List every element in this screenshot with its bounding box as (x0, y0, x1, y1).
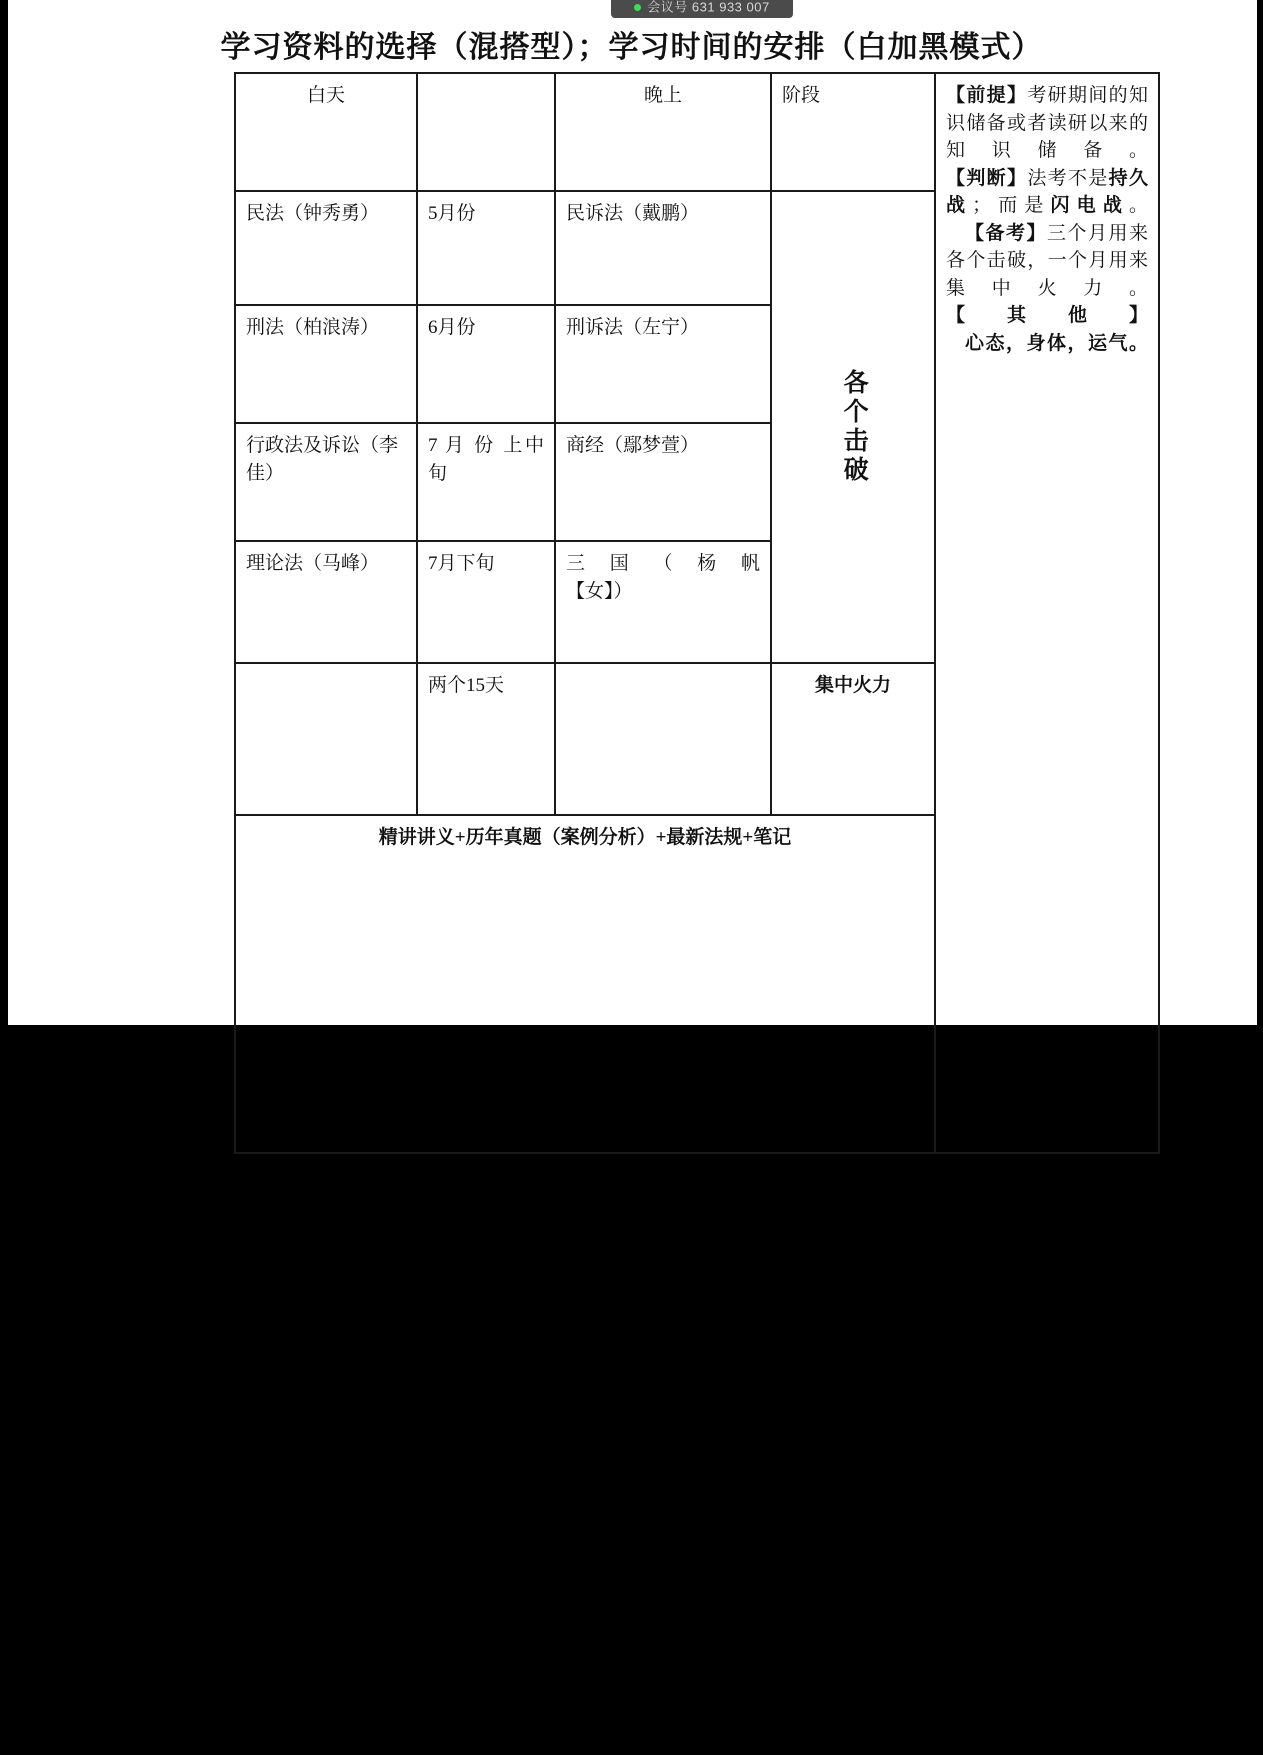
row-1-night: 民诉法（戴鹏） (555, 191, 771, 305)
note-1-label: 【前提】 (946, 85, 1028, 106)
row-5-night (555, 663, 771, 815)
header-stage: 阶段 (771, 73, 935, 191)
row-3-night: 商经（鄢梦萱） (555, 423, 771, 541)
row-4-month: 7月下旬 (417, 541, 555, 663)
note-4-label: 【其他】 (946, 305, 1148, 327)
schedule-table-wrapper (234, 72, 1158, 1030)
meeting-id-badge[interactable] (611, 0, 793, 18)
row-2-night: 刑诉法（左宁） (555, 305, 771, 423)
status-dot-icon (634, 4, 641, 11)
table-header-row (235, 73, 1159, 191)
stage-main-cell (771, 191, 935, 663)
row-1-month: 5月份 (417, 191, 555, 305)
materials-footer: 精讲讲义+历年真题（案例分析）+最新法规+笔记 (235, 815, 935, 1153)
letterbox-right (1257, 0, 1263, 1025)
note-4-text: 心态，身体，运气。 (965, 332, 1148, 354)
note-2-label: 【判断】 (946, 167, 1028, 189)
header-night: 晚上 (555, 73, 771, 191)
schedule-table (234, 72, 1160, 1154)
page-title: 学习资料的选择（混搭型）；学习时间的安排（白加黑模式） (220, 31, 1043, 64)
note-3-label: 【备考】 (965, 222, 1047, 244)
note-paragraph-3 (946, 220, 1148, 303)
row-4-night-line1: 三 国 （ 杨 帆 (566, 553, 760, 574)
stage-main-label: 各个击破 (840, 369, 868, 485)
note-paragraph-4 (946, 302, 1148, 330)
row-2-daytime: 刑法（柏浪涛） (235, 305, 417, 423)
note-2-text-a: 法考不是 (1027, 167, 1109, 189)
row-1-daytime: 民法（钟秀勇） (235, 191, 417, 305)
row-4-night (555, 541, 771, 663)
row-5-month: 两个15天 (417, 663, 555, 815)
note-paragraph-2 (946, 165, 1148, 220)
note-paragraph-1 (946, 82, 1148, 165)
note-2-bold-b: 闪电战 (1050, 195, 1129, 217)
note-paragraph-5 (946, 330, 1148, 358)
notes-panel (935, 73, 1159, 1153)
row-3-daytime: 行政法及诉讼（李佳） (235, 423, 417, 541)
row-3-month: 7 月 份 上中旬 (417, 423, 555, 541)
meeting-id-label: 会议号 631 933 007 (647, 0, 770, 15)
row-2-month: 6月份 (417, 305, 555, 423)
header-daytime: 白天 (235, 73, 417, 191)
letterbox-left (0, 0, 8, 1025)
row-4-night-line2: 【女】） (566, 580, 633, 602)
row-4-daytime: 理论法（马峰） (235, 541, 417, 663)
note-1-text: 考研期间的知识储备或者读研以来的知识储备。 (946, 85, 1148, 162)
row-5-daytime (235, 663, 417, 815)
note-3-text: 三个月用来各个击破，一个月用来集中火力。 (946, 222, 1148, 299)
stage-last-label: 集中火力 (771, 663, 935, 815)
note-2-bold-a: 持久战 (946, 167, 1148, 217)
note-2-text-c: 。 (1128, 195, 1148, 217)
header-month (417, 73, 555, 191)
note-2-text-b: ；而是 (972, 195, 1051, 217)
